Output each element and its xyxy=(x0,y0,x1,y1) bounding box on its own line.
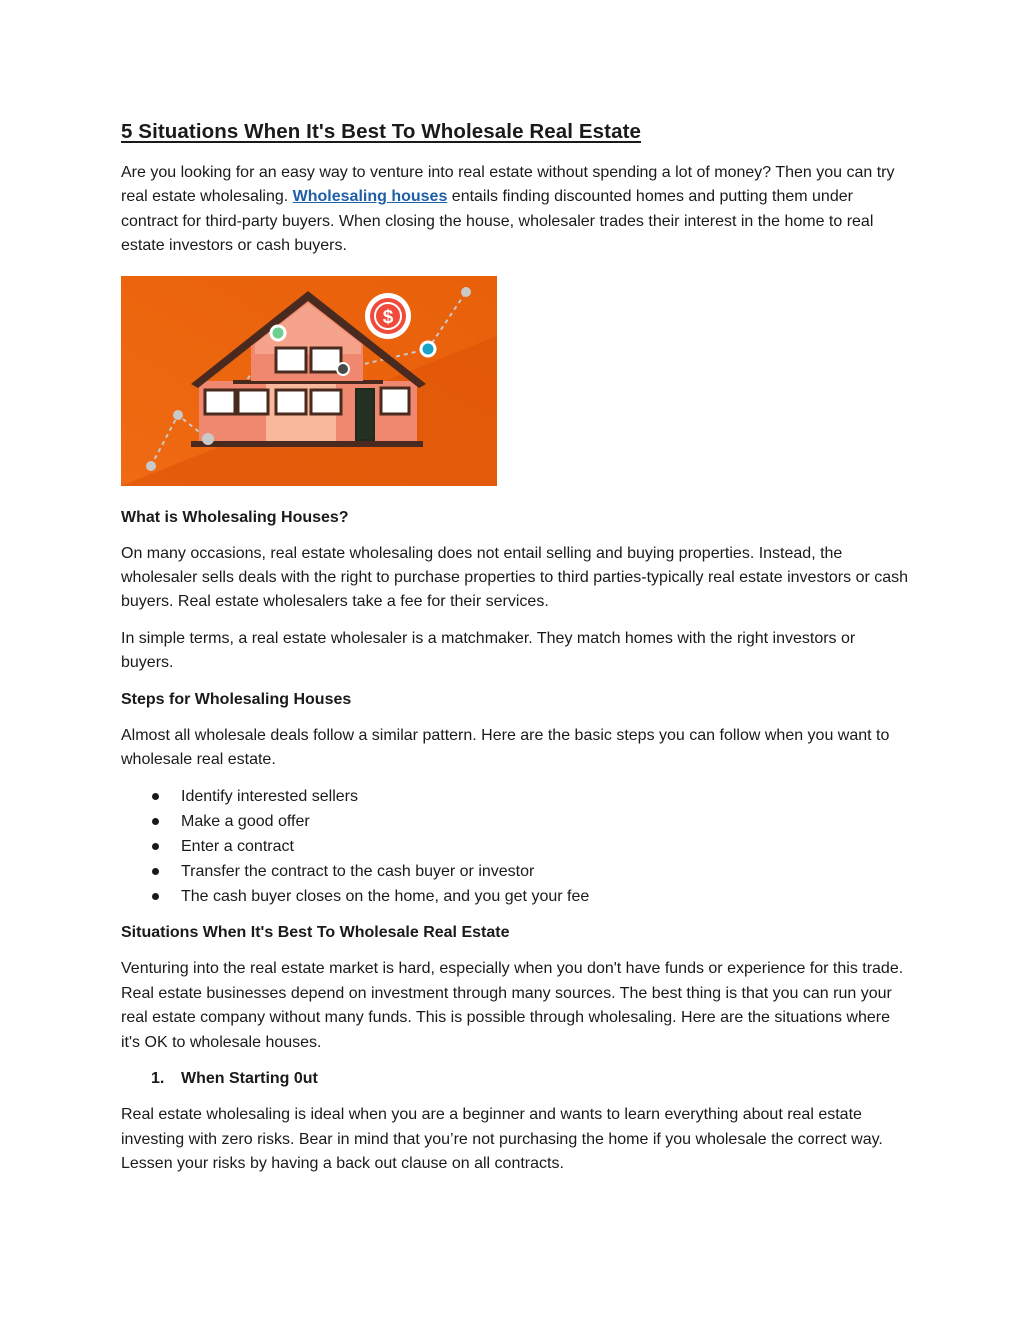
trend-point-green xyxy=(271,326,285,340)
bullet-icon xyxy=(152,843,159,850)
bullet-icon xyxy=(152,818,159,825)
trend-point xyxy=(461,287,471,297)
list-item xyxy=(121,809,911,834)
section-heading-steps: Steps for Wholesaling Houses xyxy=(121,690,352,708)
step-text: The cash buyer closes on the home, and you get your fee xyxy=(181,888,590,906)
list-item xyxy=(121,859,911,884)
step-text: Transfer the contract to the cash buyer or investor xyxy=(181,863,535,881)
section-situations-paragraph: Venturing into the real estate market is hard, especially when you don't have funds or experience for this trade. Real estate businesses depend on investment through many sources. The best thing is that you can run your real estate company without many funds. This is possible through wholesaling. Here are the situations where it's OK to wholesale houses. xyxy=(121,960,904,1051)
step-text: Identify interested sellers xyxy=(181,788,358,806)
step-text: Make a good offer xyxy=(181,813,310,831)
trend-point-dark xyxy=(337,363,349,375)
intro-text-before: Are you looking for an easy way to venture into real estate without spending a lot of money? Then you can try real estate wholesaling. xyxy=(121,164,895,206)
list-item xyxy=(121,784,911,809)
steps-list xyxy=(121,784,911,909)
page-title: 5 Situations When It's Best To Wholesale Real Estate xyxy=(121,120,642,143)
wholesaling-houses-link[interactable]: Wholesaling houses xyxy=(292,188,448,206)
section-heading-situations: Situations When It's Best To Wholesale Real Estate xyxy=(121,924,510,942)
trend-point-teal xyxy=(421,342,435,356)
section-what-is-paragraph-2: In simple terms, a real estate wholesaler is a matchmaker. They match homes with the right investors or buyers. xyxy=(121,629,856,672)
section-heading-what-is: What is Wholesaling Houses? xyxy=(121,508,349,526)
dollar-coin-icon xyxy=(365,293,411,339)
trend-point xyxy=(173,410,183,420)
hero-image xyxy=(121,276,497,486)
intro-paragraph xyxy=(121,161,911,259)
trend-point xyxy=(202,433,214,445)
situation-label: When Starting 0ut xyxy=(181,1070,318,1088)
section-steps-paragraph: Almost all wholesale deals follow a similar pattern. Here are the basic steps you can follow when you want to wholesale real estate. xyxy=(121,726,890,769)
bullet-icon xyxy=(152,793,159,800)
step-text: Enter a contract xyxy=(181,838,294,856)
intro-text-after: entails finding discounted homes and putting them under contract for third-party buyers. When closing the house, wholesaler trades their interest in the home to real estate investors or cash buyers. xyxy=(121,188,874,255)
situations-list xyxy=(121,1067,911,1091)
document-content xyxy=(121,120,911,1176)
list-item xyxy=(121,1067,911,1091)
trend-point xyxy=(146,461,156,471)
section-what-is-paragraph-1: On many occasions, real estate wholesaling does not entail selling and buying properties. Instead, the wholesaler sells deals with the right to purchase properties to third parties-typically real estate investors or cash buyers. Real estate wholesalers take a fee for their services. xyxy=(121,544,909,611)
dollar-symbol: $ xyxy=(382,306,394,328)
bullet-icon xyxy=(152,893,159,900)
list-number: 1. xyxy=(151,1070,165,1088)
list-item xyxy=(121,834,911,859)
list-item xyxy=(121,884,911,909)
bullet-icon xyxy=(152,868,159,875)
situation-1-paragraph: Real estate wholesaling is ideal when you are a beginner and wants to learn everything about real estate investing with zero risks. Bear in mind that you’re not purchasing the home if you wholesale the correct way. Lessen your risks by having a back out clause on all contracts. xyxy=(121,1106,883,1172)
